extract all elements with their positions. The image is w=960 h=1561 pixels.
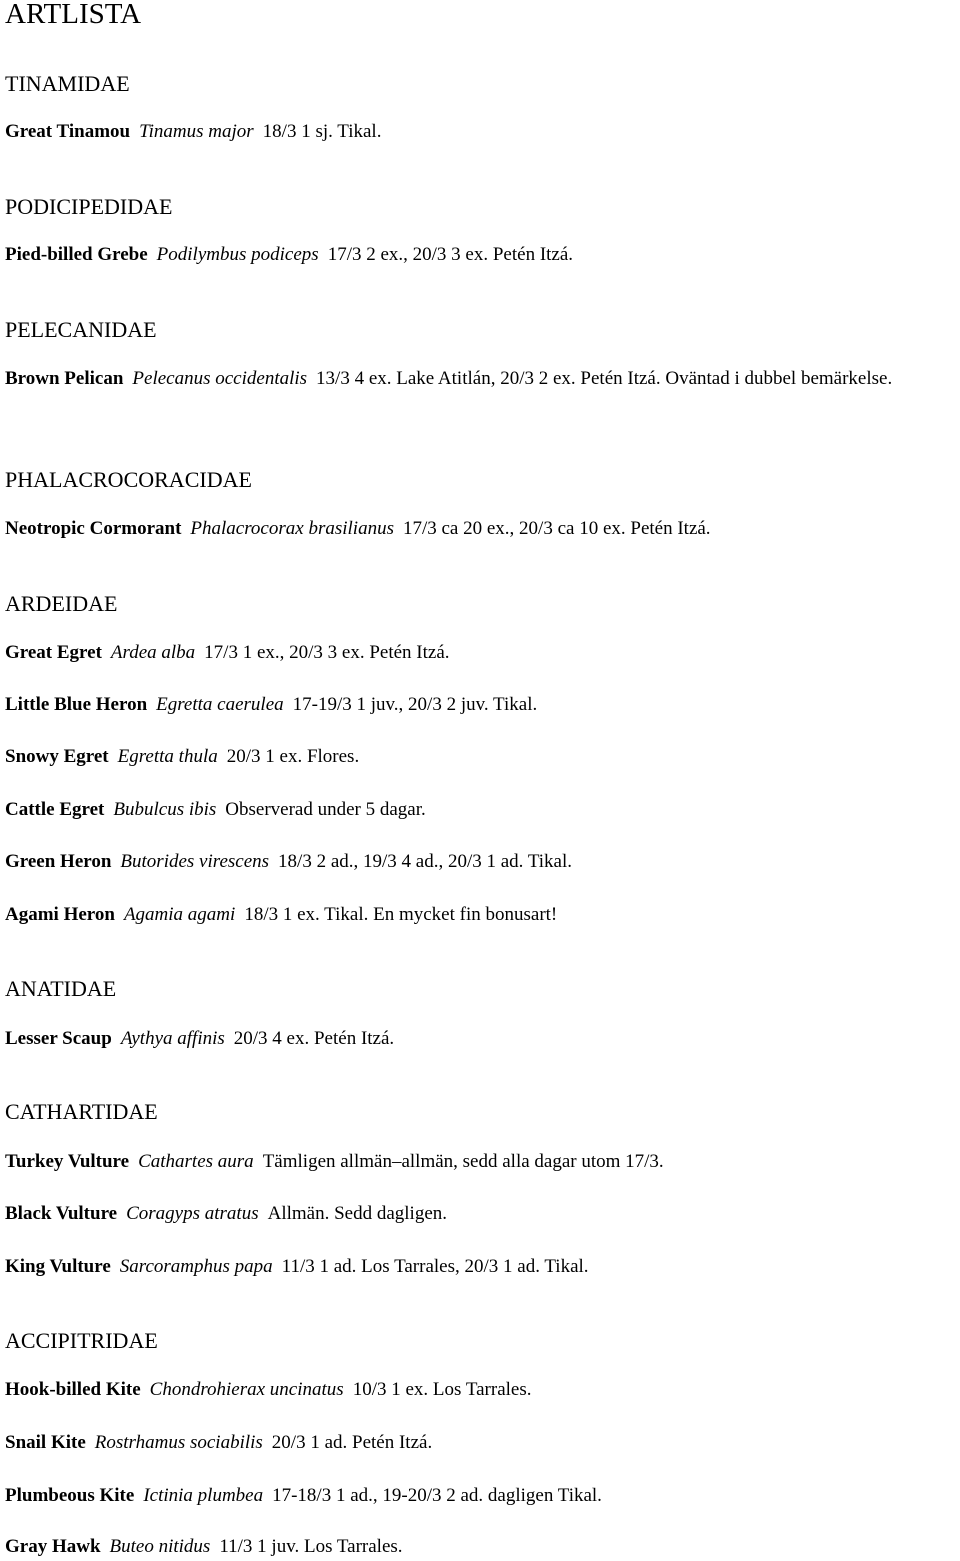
common-name: Green Heron — [5, 851, 112, 872]
observation-note: 11/3 1 juv. Los Tarrales. — [219, 1536, 403, 1557]
scientific-name: Podilymbus podiceps — [156, 244, 319, 265]
species-entry — [5, 515, 960, 542]
observation-note: 20/3 1 ex. Flores. — [226, 746, 360, 767]
species-entry — [5, 796, 960, 823]
observation-note: Tämligen allmän–allmän, sedd alla dagar utom 17/3. — [262, 1151, 664, 1172]
observation-note: 18/3 1 sj. Tikal. — [262, 121, 382, 142]
species-entry — [5, 241, 960, 268]
common-name: Great Tinamou — [5, 121, 131, 142]
scientific-name: Agamia agami — [123, 904, 236, 925]
family-heading: ARDEIDAE — [5, 591, 118, 616]
observation-note: 20/3 1 ad. Petén Itzá. — [271, 1432, 433, 1453]
common-name: Turkey Vulture — [5, 1151, 130, 1172]
observation-note: 13/3 4 ex. Lake Atitlán, 20/3 2 ex. Petén Itzá. Oväntad i dubbel bemärkelse. — [316, 368, 893, 389]
common-name: Black Vulture — [5, 1203, 118, 1224]
species-entry — [5, 1429, 960, 1456]
common-name: Hook-billed Kite — [5, 1379, 141, 1400]
species-entry — [5, 1200, 960, 1227]
common-name: Cattle Egret — [5, 799, 105, 820]
observation-note: 17/3 2 ex., 20/3 3 ex. Petén Itzá. — [327, 244, 574, 265]
scientific-name: Tinamus major — [139, 121, 254, 142]
family-heading: TINAMIDAE — [5, 71, 130, 96]
scientific-name: Pelecanus occidentalis — [132, 368, 308, 389]
common-name: Plumbeous Kite — [5, 1485, 135, 1506]
common-name: Great Egret — [5, 642, 102, 663]
species-entry — [5, 118, 960, 145]
common-name: Snail Kite — [5, 1432, 86, 1453]
observation-note: 17/3 1 ex., 20/3 3 ex. Petén Itzá. — [204, 642, 450, 663]
scientific-name: Butorides virescens — [120, 851, 270, 872]
family-heading: PHALACROCORACIDAE — [5, 467, 252, 492]
common-name: King Vulture — [5, 1256, 111, 1277]
species-entry — [5, 1025, 960, 1052]
scientific-name: Cathartes aura — [138, 1151, 254, 1172]
observation-note: 17-19/3 1 juv., 20/3 2 juv. Tikal. — [292, 694, 538, 715]
scientific-name: Phalacrocorax brasilianus — [190, 518, 394, 539]
scientific-name: Sarcoramphus papa — [119, 1256, 273, 1277]
scientific-name: Ictinia plumbea — [143, 1485, 264, 1506]
scientific-name: Chondrohierax uncinatus — [149, 1379, 344, 1400]
species-entry — [5, 1253, 960, 1280]
common-name: Gray Hawk — [5, 1536, 101, 1557]
scientific-name: Ardea alba — [110, 642, 196, 663]
scientific-name: Coragyps atratus — [126, 1203, 259, 1224]
common-name: Lesser Scaup — [5, 1028, 112, 1049]
common-name: Neotropic Cormorant — [5, 518, 182, 539]
species-entry — [5, 365, 960, 392]
family-heading: ANATIDAE — [5, 976, 117, 1001]
species-entry — [5, 1148, 960, 1175]
common-name: Little Blue Heron — [5, 694, 148, 715]
observation-note: Observerad under 5 dagar. — [225, 799, 426, 820]
family-heading: CATHARTIDAE — [5, 1099, 158, 1124]
scientific-name: Buteo nitidus — [109, 1536, 211, 1557]
species-entry — [5, 691, 960, 718]
observation-note: 17/3 ca 20 ex., 20/3 ca 10 ex. Petén Itzá. — [402, 518, 711, 539]
species-entry — [5, 1533, 960, 1560]
family-heading: PELECANIDAE — [5, 317, 157, 342]
scientific-name: Aythya affinis — [120, 1028, 225, 1049]
family-heading: PODICIPEDIDAE — [5, 194, 173, 219]
common-name: Pied-billed Grebe — [5, 244, 148, 265]
scientific-name: Rostrhamus sociabilis — [94, 1432, 263, 1453]
species-entry — [5, 639, 960, 666]
document-title: ARTLISTA — [5, 0, 142, 30]
species-entry — [5, 1376, 960, 1403]
family-heading: ACCIPITRIDAE — [5, 1328, 158, 1353]
species-entry — [5, 1482, 960, 1509]
scientific-name: Bubulcus ibis — [113, 799, 217, 820]
observation-note: Allmän. Sedd dagligen. — [267, 1203, 448, 1224]
common-name: Snowy Egret — [5, 746, 109, 767]
observation-note: 18/3 2 ad., 19/3 4 ad., 20/3 1 ad. Tikal. — [278, 851, 573, 872]
common-name: Agami Heron — [5, 904, 115, 925]
scientific-name: Egretta thula — [117, 746, 218, 767]
scientific-name: Egretta caerulea — [156, 694, 284, 715]
species-entry — [5, 901, 960, 928]
observation-note: 10/3 1 ex. Los Tarrales. — [352, 1379, 532, 1400]
common-name: Brown Pelican — [5, 368, 124, 389]
species-entry — [5, 848, 960, 875]
observation-note: 20/3 4 ex. Petén Itzá. — [233, 1028, 395, 1049]
observation-note: 17-18/3 1 ad., 19-20/3 2 ad. dagligen Tikal. — [272, 1485, 602, 1506]
species-entry — [5, 743, 960, 770]
observation-note: 18/3 1 ex. Tikal. En mycket fin bonusart! — [244, 904, 558, 925]
observation-note: 11/3 1 ad. Los Tarrales, 20/3 1 ad. Tikal. — [281, 1256, 589, 1277]
